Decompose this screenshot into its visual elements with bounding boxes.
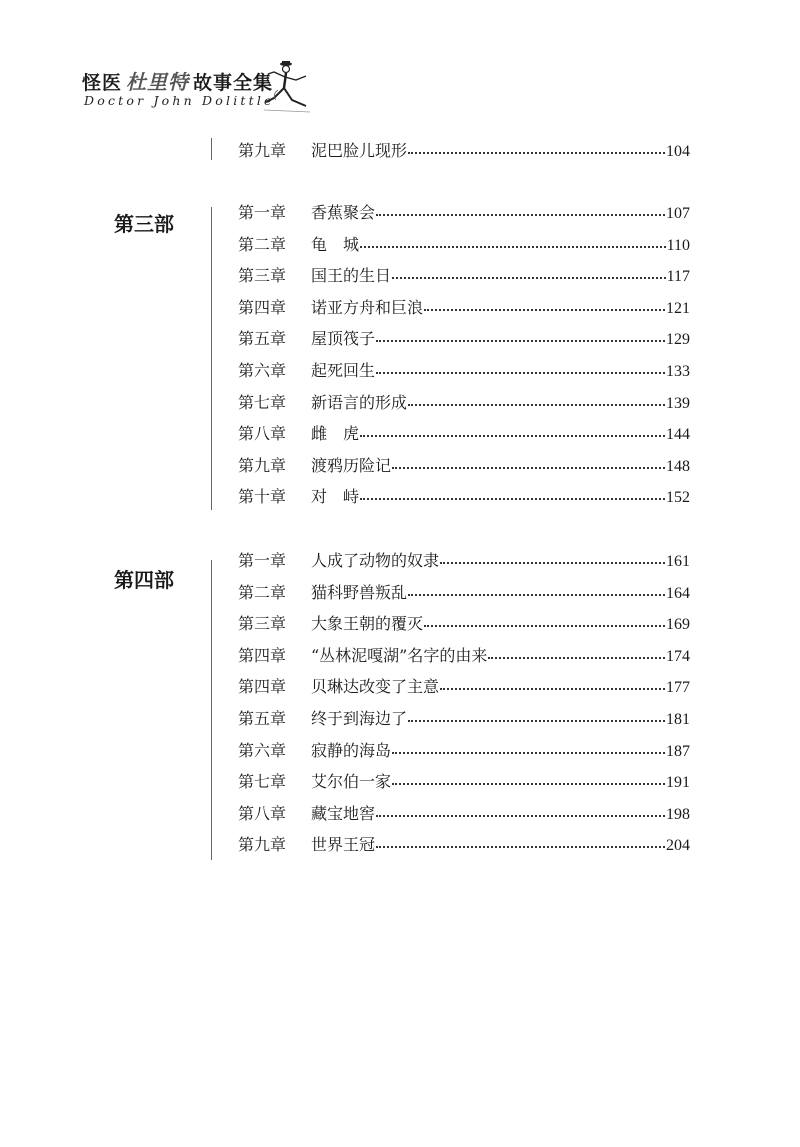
dot-leader [392,783,665,785]
chapter-title: “丛林泥嘎湖”名字的由来 [311,645,488,665]
toc-entry[interactable] [238,421,690,445]
dot-leader [392,277,666,279]
dot-leader [376,214,665,216]
section-divider-line [211,207,212,510]
page-number: 198 [666,805,690,823]
chapter-number: 第六章 [238,740,287,760]
chapter-number: 第四章 [238,645,287,665]
toc-entry[interactable] [238,263,690,287]
toc-entry[interactable] [238,484,690,508]
toc-entry[interactable] [238,453,690,477]
series-title [82,66,273,95]
dot-leader [392,467,665,469]
toc-entry[interactable] [238,769,690,793]
dot-leader [424,625,665,627]
toc-entry[interactable] [238,801,690,825]
running-man-figure-icon [262,60,314,116]
chapter-number: 第一章 [238,551,287,570]
chapter-title: 香蕉聚会 [311,203,376,222]
dot-leader [376,815,665,817]
page-number: 133 [666,363,690,380]
page-number: 161 [666,553,690,570]
dot-leader [408,404,665,406]
page-number: 139 [666,394,690,412]
chapter-title: 人成了动物的奴隶 [311,551,440,570]
chapter-number: 第四章 [238,297,287,317]
chapter-number: 第八章 [238,803,287,823]
chapter-number: 第五章 [238,709,287,728]
dot-leader [376,372,665,374]
toc-entry[interactable] [238,580,690,604]
page-number: 144 [666,426,690,444]
page-number: 164 [666,584,690,602]
chapter-number: 第九章 [238,835,287,855]
chapter-title: 龟 城 [311,234,360,254]
page-number: 191 [666,774,690,792]
toc-entry[interactable] [238,674,690,698]
chapter-title: 对 峙 [311,487,360,507]
page-number: 204 [666,837,690,855]
series-title-prefix: 怪医 [82,72,123,94]
chapter-number: 第十章 [238,487,287,507]
page-number: 187 [666,742,690,760]
chapter-title: 藏宝地窖 [311,803,376,823]
chapter-number: 第八章 [238,424,287,444]
page-number: 104 [666,143,690,160]
toc-entry[interactable] [238,326,690,350]
toc-entry[interactable] [238,643,690,667]
book-header [82,66,342,116]
page-number: 129 [666,331,690,349]
chapter-number: 第四章 [238,677,287,697]
chapter-number: 第九章 [238,141,287,160]
chapter-title: 世界王冠 [311,835,376,855]
chapter-number: 第三章 [238,266,287,286]
page-number: 121 [666,299,690,317]
chapter-title: 泥巴脸儿现形 [311,141,408,160]
page-number: 169 [666,616,690,634]
page-number: 152 [666,489,690,507]
dot-leader [360,435,665,437]
part-label: 第四部 [114,568,174,592]
dot-leader [376,340,665,342]
toc-entry[interactable] [238,138,690,162]
dot-leader [408,152,665,154]
page-number: 148 [666,457,690,475]
series-english-title: Doctor John Dolittle [84,93,275,108]
dot-leader [440,562,665,564]
page-number: 181 [666,711,690,728]
chapter-number: 第九章 [238,455,287,475]
chapter-title: 起死回生 [311,361,376,380]
toc-entry[interactable] [238,548,690,572]
toc-entry[interactable] [238,738,690,762]
toc-entry[interactable] [238,358,690,382]
chapter-number: 第三章 [238,614,287,634]
page-number: 107 [666,205,690,222]
chapter-title: 猫科野兽叛乱 [311,582,408,602]
chapter-title: 新语言的形成 [311,392,408,412]
section-divider-line [211,560,212,860]
chapter-number: 第一章 [238,203,287,222]
page-number: 174 [666,647,690,665]
toc-entry[interactable] [238,200,690,224]
toc-entry[interactable] [238,706,690,730]
page-number: 117 [666,268,690,286]
dot-leader [440,688,665,690]
page-number: 110 [666,236,690,254]
toc-entry[interactable] [238,390,690,414]
page-number: 177 [666,679,690,697]
toc-entry[interactable] [238,295,690,319]
toc-entry[interactable] [238,611,690,635]
chapter-number: 第二章 [238,582,287,602]
part-label: 第三部 [114,212,174,236]
dot-leader [408,720,665,722]
chapter-title: 屋顶筏子 [311,329,376,349]
dot-leader [376,846,665,848]
dot-leader [360,246,666,248]
dot-leader [360,498,665,500]
toc-entry[interactable] [238,232,690,256]
chapter-title: 国王的生日 [311,266,392,286]
chapter-title: 大象王朝的覆灭 [311,614,424,634]
chapter-number: 第二章 [238,234,287,254]
chapter-number: 第七章 [238,772,287,792]
series-title-name: 杜里特 [126,70,190,94]
chapter-title: 寂静的海岛 [311,740,392,760]
chapter-number: 第五章 [238,329,287,349]
chapter-title: 渡鸦历险记 [311,455,392,475]
dot-leader [408,594,665,596]
chapter-title: 雌 虎 [311,424,360,444]
section-divider-line [211,138,212,160]
dot-leader [424,309,665,311]
chapter-number: 第七章 [238,392,287,412]
chapter-title: 贝琳达改变了主意 [311,677,440,697]
chapter-number: 第六章 [238,361,287,380]
series-title-suffix: 故事全集 [193,72,274,94]
toc-entry[interactable] [238,832,690,856]
dot-leader [392,752,665,754]
dot-leader [488,657,665,659]
chapter-title: 终于到海边了 [311,709,408,728]
chapter-title: 艾尔伯一家 [311,772,392,792]
chapter-title: 诺亚方舟和巨浪 [311,297,424,317]
